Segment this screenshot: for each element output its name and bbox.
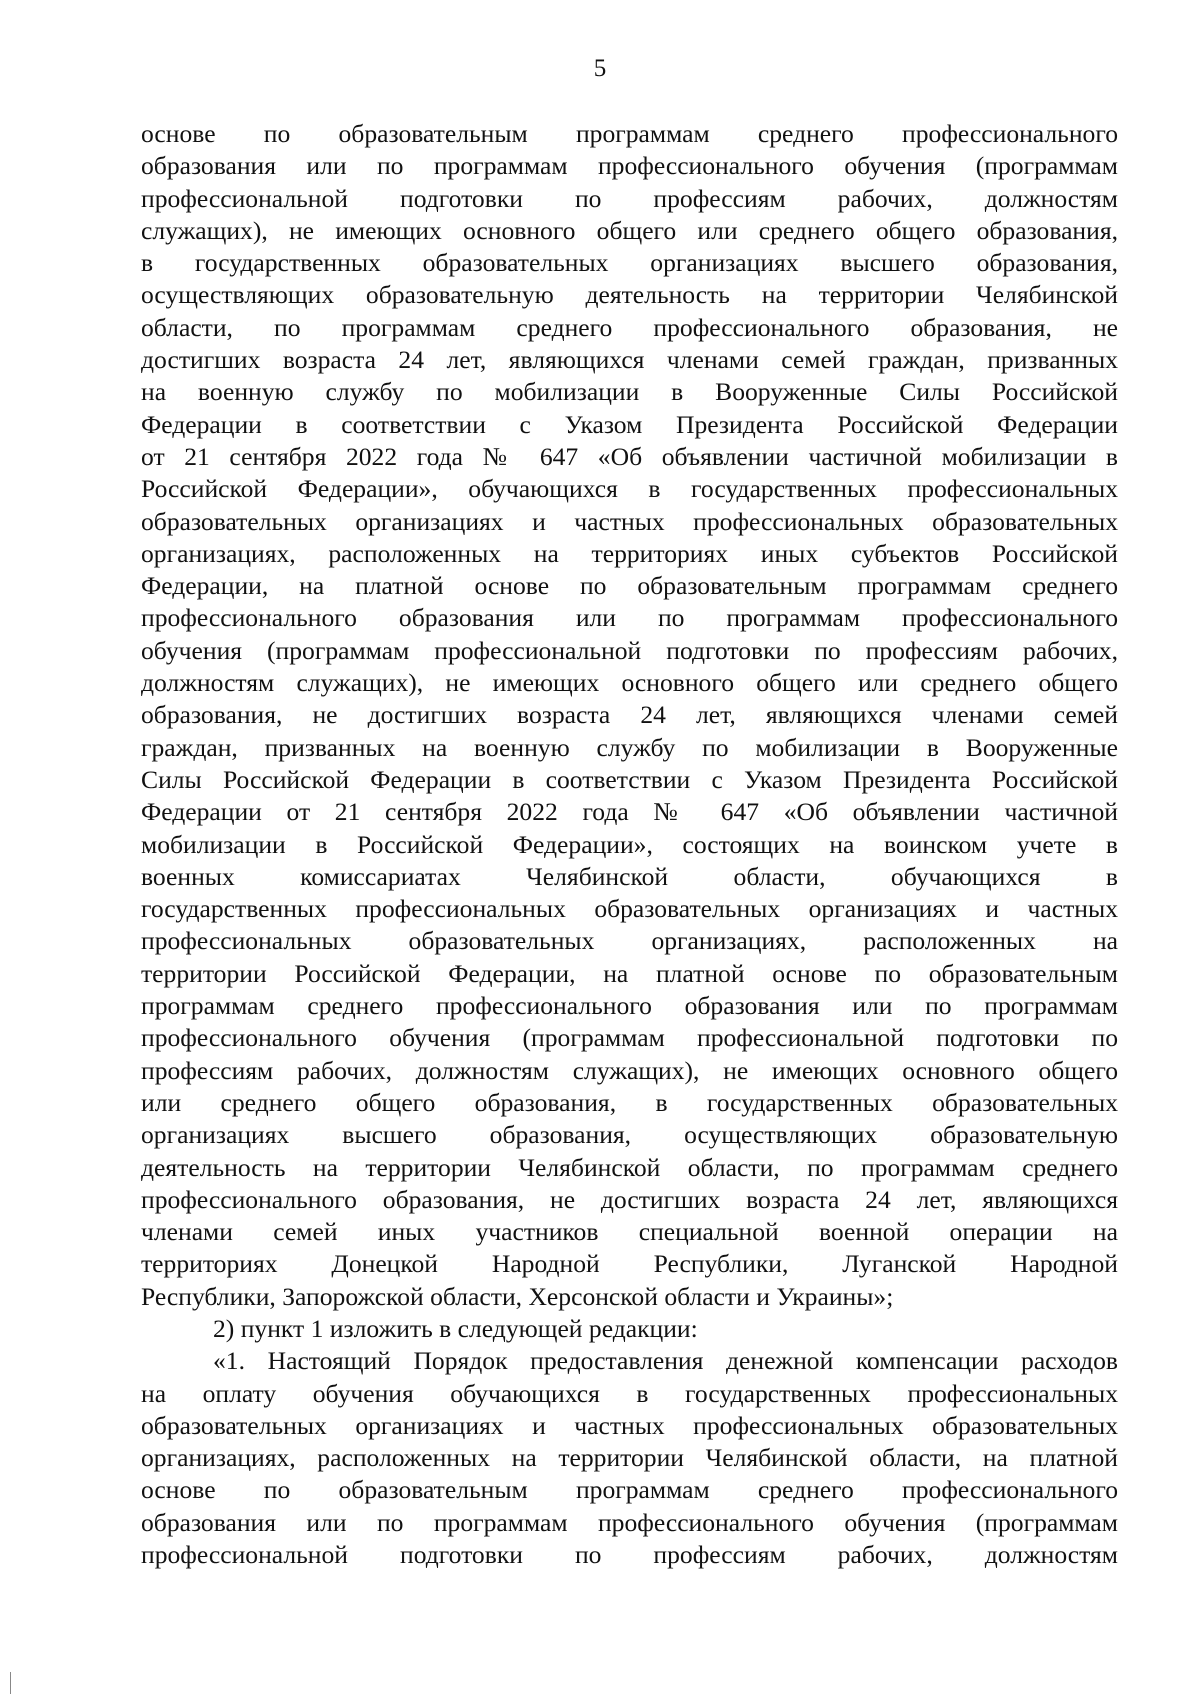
text-line: «1. Настоящий Порядок предоставления денежной компенсации расходов xyxy=(213,1346,1118,1376)
text-line: профессиональной подготовки по профессиям рабочих, должностям xyxy=(141,183,1118,213)
text-line: 2) пункт 1 изложить в следующей редакции: xyxy=(213,1313,698,1343)
text-line: служащих), не имеющих основного общего или среднего общего образования, xyxy=(141,215,1118,245)
text-line: мобилизации в Российской Федерации», состоящих на воинском учете в xyxy=(141,829,1118,859)
text-line: осуществляющих образовательную деятельность на территории Челябинской xyxy=(141,280,1118,310)
text-line: образовательных организациях и частных профессиональных образовательных xyxy=(141,506,1118,536)
text-line: Силы Российской Федерации в соответствии с Указом Президента Российской xyxy=(141,764,1118,794)
scan-margin-mark xyxy=(10,1672,11,1694)
text-line: или среднего общего образования, в государственных образовательных xyxy=(141,1087,1118,1117)
text-line: обучения (программам профессиональной подготовки по профессиям рабочих, xyxy=(141,635,1118,665)
text-line: основе по образовательным программам среднего профессионального xyxy=(141,1475,1118,1505)
text-line: Федерации, на платной основе по образовательным программам среднего xyxy=(141,571,1118,601)
text-line: достигших возраста 24 лет, являющихся членами семей граждан, призванных xyxy=(141,345,1118,375)
text-line: области, по программам среднего профессионального образования, не xyxy=(141,312,1118,342)
text-line: профессиональной подготовки по профессиям рабочих, должностям xyxy=(141,1540,1118,1570)
text-line: программам среднего профессионального образования или по программам xyxy=(141,991,1118,1021)
text-line: организациях высшего образования, осуществляющих образовательную xyxy=(141,1120,1118,1150)
document-body xyxy=(141,118,1118,1571)
text-line: профессионального образования или по программам профессионального xyxy=(141,603,1118,633)
text-line: организациях, расположенных на территории Челябинской области, на платной xyxy=(141,1443,1118,1473)
text-line: территориях Донецкой Народной Республики, Луганской Народной xyxy=(141,1249,1118,1279)
text-line: государственных профессиональных образовательных организациях и частных xyxy=(141,894,1118,924)
text-line: профессионального образования, не достигших возраста 24 лет, являющихся xyxy=(141,1184,1118,1214)
text-line: Республики, Запорожской области, Херсонской области и Украины»; xyxy=(141,1281,894,1311)
text-line: организациях, расположенных на территориях иных субъектов Российской xyxy=(141,538,1118,568)
text-line: Российской Федерации», обучающихся в государственных профессиональных xyxy=(141,474,1118,504)
text-line: Федерации в соответствии с Указом Президента Российской Федерации xyxy=(141,409,1118,439)
text-line: образовательных организациях и частных профессиональных образовательных xyxy=(141,1410,1118,1440)
text-line: основе по образовательным программам среднего профессионального xyxy=(141,119,1118,148)
text-line: от 21 сентября 2022 года № 647 «Об объявлении частичной мобилизации в xyxy=(141,441,1118,471)
text-line: должностям служащих), не имеющих основного общего или среднего общего xyxy=(141,668,1118,698)
text-line: военных комиссариатах Челябинской области, обучающихся в xyxy=(141,861,1118,891)
text-line: на военную службу по мобилизации в Вооруженные Силы Российской xyxy=(141,377,1118,407)
text-line: образования или по программам профессионального обучения (программам xyxy=(141,151,1118,181)
text-line: деятельность на территории Челябинской области, по программам среднего xyxy=(141,1152,1118,1182)
text-line: профессиям рабочих, должностям служащих), не имеющих основного общего xyxy=(141,1055,1118,1085)
text-line: членами семей иных участников специальной военной операции на xyxy=(141,1217,1118,1247)
text-line: образования или по программам профессионального обучения (программам xyxy=(141,1507,1118,1537)
text-line: профессиональных образовательных организациях, расположенных на xyxy=(141,926,1118,956)
text-line: территории Российской Федерации, на платной основе по образовательным xyxy=(141,958,1118,988)
text-line: на оплату обучения обучающихся в государственных профессиональных xyxy=(141,1378,1118,1408)
text-line: Федерации от 21 сентября 2022 года № 647 «Об объявлении частичной xyxy=(141,797,1118,827)
text-line: профессионального обучения (программам профессиональной подготовки по xyxy=(141,1023,1118,1053)
page-number: 5 xyxy=(593,55,607,82)
text-line: граждан, призванных на военную службу по мобилизации в Вооруженные xyxy=(141,732,1118,762)
text-line: в государственных образовательных организациях высшего образования, xyxy=(141,248,1118,278)
text-line: образования, не достигших возраста 24 лет, являющихся членами семей xyxy=(141,700,1118,730)
